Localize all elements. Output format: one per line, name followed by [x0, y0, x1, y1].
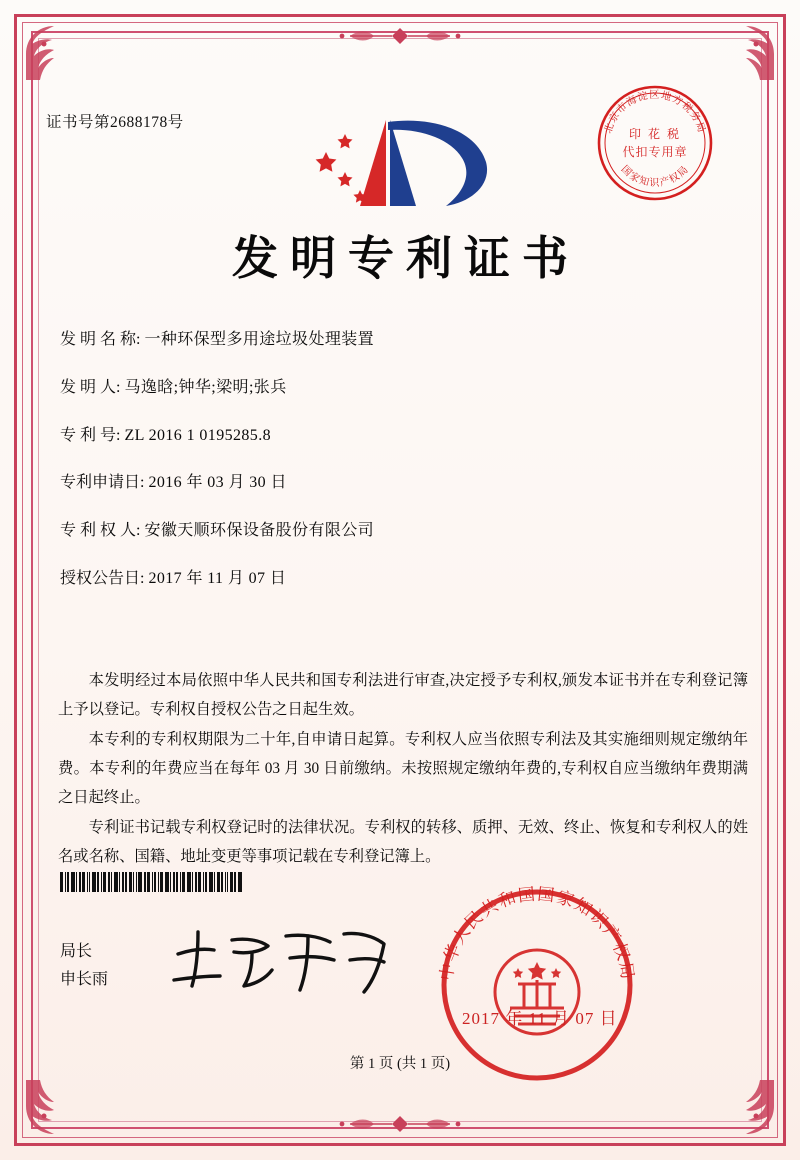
- field-label: 专 利 权 人:: [60, 522, 141, 540]
- field-label: 发 明 名 称:: [60, 331, 141, 348]
- svg-text:国家知识产权局: 国家知识产权局: [618, 163, 692, 189]
- svg-text:印 花 税: 印 花 税: [628, 127, 682, 141]
- svg-text:中华人民共和国国家知识产权局: 中华人民共和国国家知识产权局: [436, 884, 638, 982]
- cnipa-logo-icon: [300, 108, 500, 218]
- fields-list: [60, 330, 740, 617]
- page-footer: 第 1 页 (共 1 页): [349, 1056, 451, 1072]
- field-row-invention-name: [60, 330, 740, 351]
- field-value: 2017 年 11 月 07 日: [148, 569, 287, 587]
- field-label: 发 明 人:: [60, 378, 121, 396]
- director-name: 申长雨: [60, 971, 109, 988]
- certificate-number: 证书号第2688178号: [46, 114, 184, 131]
- field-value: 2016 年 03 月 30 日: [148, 474, 287, 492]
- director-block: [60, 938, 108, 994]
- director-label: 局长: [60, 943, 93, 960]
- handwritten-signature-icon: [168, 920, 398, 1000]
- field-label: 专利申请日:: [60, 474, 145, 492]
- field-value: 一种环保型多用途垃圾处理装置: [144, 331, 375, 348]
- svg-text:北京市海淀区地方税务局: 北京市海淀区地方税务局: [602, 90, 708, 135]
- seal-date: 2017 年 11 月 07 日: [462, 1009, 618, 1028]
- field-value: 安徽天顺环保设备股份有限公司: [144, 522, 375, 540]
- field-value: ZL 2016 1 0195285.8: [124, 426, 272, 444]
- field-row-patent-number: [60, 426, 740, 447]
- field-row-patentee: [60, 521, 740, 542]
- body-paragraph-2: 本专利的专利权期限为二十年,自申请日起算。专利权人应当依照专利法及其实施细则规定缴纳年费。本专利的年费应当在每年 03 月 30 日前缴纳。未按照规定缴纳年费的,专利权自应当缴纳年费期满之日起终止。: [58, 730, 748, 807]
- body-paragraph-1: 本发明经过本局依照中华人民共和国专利法进行审查,决定授予专利权,颁发本证书并在专利登记簿上予以登记。专利权自授权公告之日起生效。: [58, 672, 748, 719]
- body-text: [58, 666, 748, 872]
- field-row-inventors: [60, 378, 740, 399]
- field-row-application-date: [60, 473, 740, 494]
- field-row-grant-date: [60, 569, 740, 590]
- field-value: 马逸晗;钟华;梁明;张兵: [124, 378, 287, 396]
- tax-stamp-seal: [594, 82, 716, 204]
- body-paragraph-3: 专利证书记载专利权登记时的法律状况。专利权的转移、质押、无效、终止、恢复和专利权人的姓名或名称、国籍、地址变更等事项记载在专利登记簿上。: [58, 818, 748, 866]
- field-label: 专 利 号:: [60, 426, 121, 444]
- field-label: 授权公告日:: [60, 569, 145, 587]
- svg-text:代扣专用章: 代扣专用章: [622, 145, 688, 159]
- page-title: 发明专利证书: [232, 233, 580, 284]
- barcode: [60, 872, 280, 892]
